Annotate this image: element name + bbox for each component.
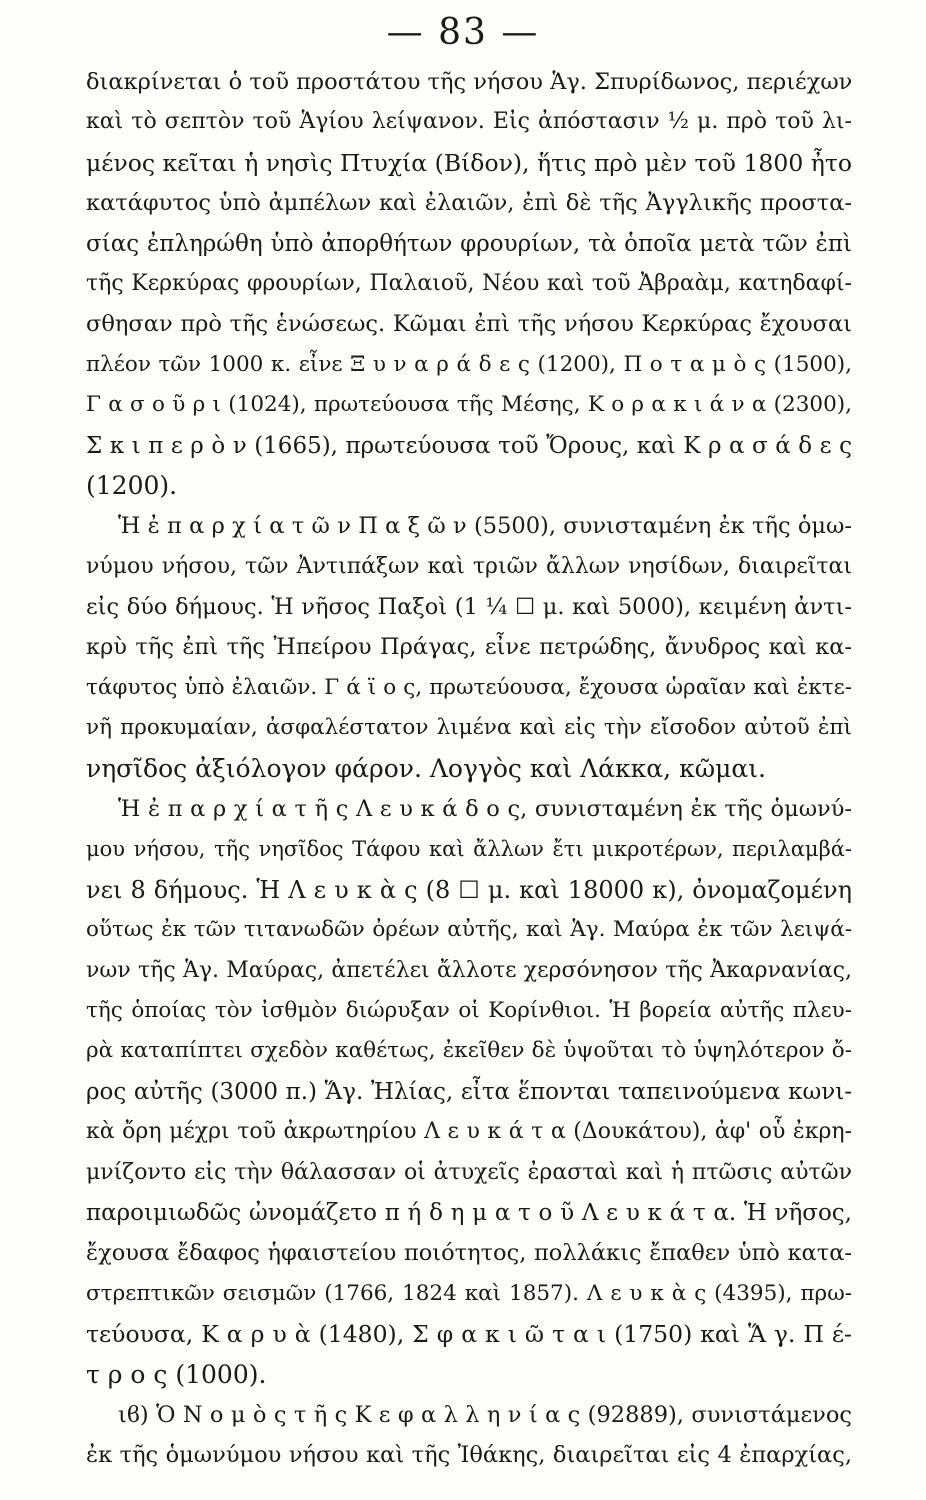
text-line: (1200).	[86, 470, 178, 500]
text-line: Σ κ ι π ε ρ ὸ ν (1665), πρωτεύουσα τοῦ Ὄρους, καὶ Κ ρ α σ ά δ ε ς	[86, 432, 852, 459]
text-line: νησῖδος ἀξιόλογον φάρον. Λογγὸς καὶ Λάκκα, κῶμαι.	[86, 753, 766, 783]
text-line: τῆς Κερκύρας φρουρίων, Παλαιοῦ, Νέου καὶ τοῦ Ἀβραὰμ, κατηδαφί-	[86, 270, 852, 296]
text-line: τεύουσα, Κ α ρ υ ὰ (1480), Σ φ α κ ι ῶ τ α ι (1750) καὶ Ἅ γ. Π έ-	[86, 1320, 852, 1349]
text-line: νύμου νήσου, τῶν Ἀντιπάξων καὶ τριῶν ἄλλων νησίδων, διαιρεῖται	[86, 553, 852, 579]
text-line: κατάφυτος ὑπὸ ἀμπέλων καὶ ἐλαιῶν, ἐπὶ δὲ τῆς Ἀγγλικῆς προστα-	[86, 190, 852, 217]
text-line: ρὰ καταπίπτει σχεδὸν καθέτως, ἐκεῖθεν δὲ ὑψοῦται τὸ ὑψηλότερον ὄ-	[86, 1038, 852, 1064]
text-line: ἔχουσα ἔδαφος ἡφαιστείου ποιότητος, πολλάκις ἔπαθεν ὑπὸ κατα-	[86, 1240, 852, 1267]
text-line: νων τῆς Ἁγ. Μαύρας, ἀπετέλει ἄλλοτε χερσόνησον τῆς Ἀκαρνανίας,	[86, 957, 852, 983]
text-line: μένος κεῖται ἡ νησὶς Πτυχία (Βίδον), ἥτις πρὸ μὲν τοῦ 1800 ἦτο	[86, 148, 852, 177]
text-line: τάφυτος ὑπὸ ἐλαιῶν. Γ ά ϊ ο ς, πρωτεύουσα, ἔχουσα ὡραῖαν καὶ ἐκτε-	[86, 674, 852, 700]
text-line: εἰς δύο δήμους. Ἡ νῆσος Παξοὶ (1 ¼ ☐ μ. καὶ 5000), κειμένη ἀντι-	[86, 594, 852, 621]
text-line: καὶ τὸ σεπτὸν τοῦ Ἁγίου λείψανον. Εἰς ἀπόστασιν ½ μ. πρὸ τοῦ λι-	[86, 109, 852, 135]
text-line: κρὺ τῆς ἐπὶ τῆς Ἠπείρου Πράγας, εἶνε πετρώδης, ἄνυδρος καὶ κα-	[86, 634, 852, 661]
text-line: οὕτως ἐκ τῶν τιτανωδῶν ὀρέων αὐτῆς, καὶ Ἁγ. Μαύρα ἐκ τῶν λειψά-	[86, 917, 852, 943]
text-line: μνίζοντο εἰς τὴν θάλασσαν οἱ ἀτυχεῖς ἐρασταὶ καὶ ἡ πτῶσις αὐτῶν	[86, 1159, 852, 1185]
text-line: σθησαν πρὸ τῆς ἑνώσεως. Κῶμαι ἐπὶ τῆς νήσου Κερκύρας ἔχουσαι	[86, 311, 852, 338]
text-line: τῆς ὁποίας τὸν ἰσθμὸν διώρυξαν οἱ Κορίνθιοι. Ἡ βορεία αὐτῆς πλευ-	[86, 997, 852, 1023]
page-number: — 83 —	[386, 12, 540, 53]
text-line: παροιμιωδῶς ὠνομάζετο π ή δ η μ α τ ο ῦ Λ ε υ κ ά τ α. Ἡ νῆσος,	[86, 1199, 852, 1226]
text-line: μου νήσου, τῆς νησῖδος Τάφου καὶ ἄλλων ἔτι μικροτέρων, περιλαμβά-	[86, 837, 852, 862]
text-line: σίας ἐπληρώθη ὑπὸ ἀπορθήτων φρουρίων, τὰ ὁποῖα μετὰ τῶν ἐπὶ	[86, 230, 852, 257]
body-text	[86, 62, 852, 1476]
text-line: νει 8 δήμους. Ἡ Λ ε υ κ ὰ ς (8 ☐ μ. καὶ 18000 κ), ὀνομαζομένη	[86, 875, 852, 904]
text-line: Γ α σ ο ῦ ρ ι (1024), πρωτεύουσα τῆς Μέσης, Κ ο ρ α κ ι ά ν α (2300),	[86, 392, 852, 418]
text-line: Ἡ ἐ π α ρ χ ί α τ ῶ ν Π α ξ ῶ ν (5500), συνισταμένη ἐκ τῆς ὁμω-	[118, 513, 852, 540]
text-line: τ ρ ο ς (1000).	[86, 1359, 267, 1389]
text-line: στρεπτικῶν σεισμῶν (1766, 1824 καὶ 1857). Λ ε υ κ ὰ ς (4395), πρω-	[86, 1280, 852, 1306]
text-line: διακρίνεται ὁ τοῦ προστάτου τῆς νήσου Ἁγ. Σπυρίδωνος, περιέχων	[86, 69, 852, 95]
text-line: κὰ ὄρη μέχρι τοῦ ἀκρωτηρίου Λ ε υ κ ά τ α (Δουκάτου), ἀφ' οὗ ἐκρη-	[86, 1119, 852, 1145]
text-line: ἐκ τῆς ὁμωνύμου νήσου καὶ τῆς Ἰθάκης, διαιρεῖται εἰς 4 ἐπαρχίας,	[86, 1442, 852, 1469]
text-line: ρος αὐτῆς (3000 π.) Ἅγ. Ἠλίας, εἶτα ἕπονται ταπεινούμενα κωνι-	[86, 1078, 852, 1105]
text-line: ιϐ) Ὁ Ν ο μ ὸ ς τ ῆ ς Κ ε φ α λ λ η ν ί α ς (92889), συνιστάμενος	[118, 1401, 852, 1428]
text-line: πλέον τῶν 1000 κ. εἶνε Ξ υ ν α ρ ά δ ε ς (1200), Π ο τ α μ ὸ ς (1500),	[86, 351, 852, 377]
text-line: νῆ προκυμαίαν, ἀσφαλέστατον λιμένα καὶ εἰς τὴν εἴσοδον αὐτοῦ ἐπὶ	[86, 715, 852, 741]
text-line: Ἡ ἐ π α ρ χ ί α τ ῆ ς Λ ε υ κ ά δ ο ς, συνισταμένη ἐκ τῆς ὁμωνύ-	[118, 796, 852, 823]
